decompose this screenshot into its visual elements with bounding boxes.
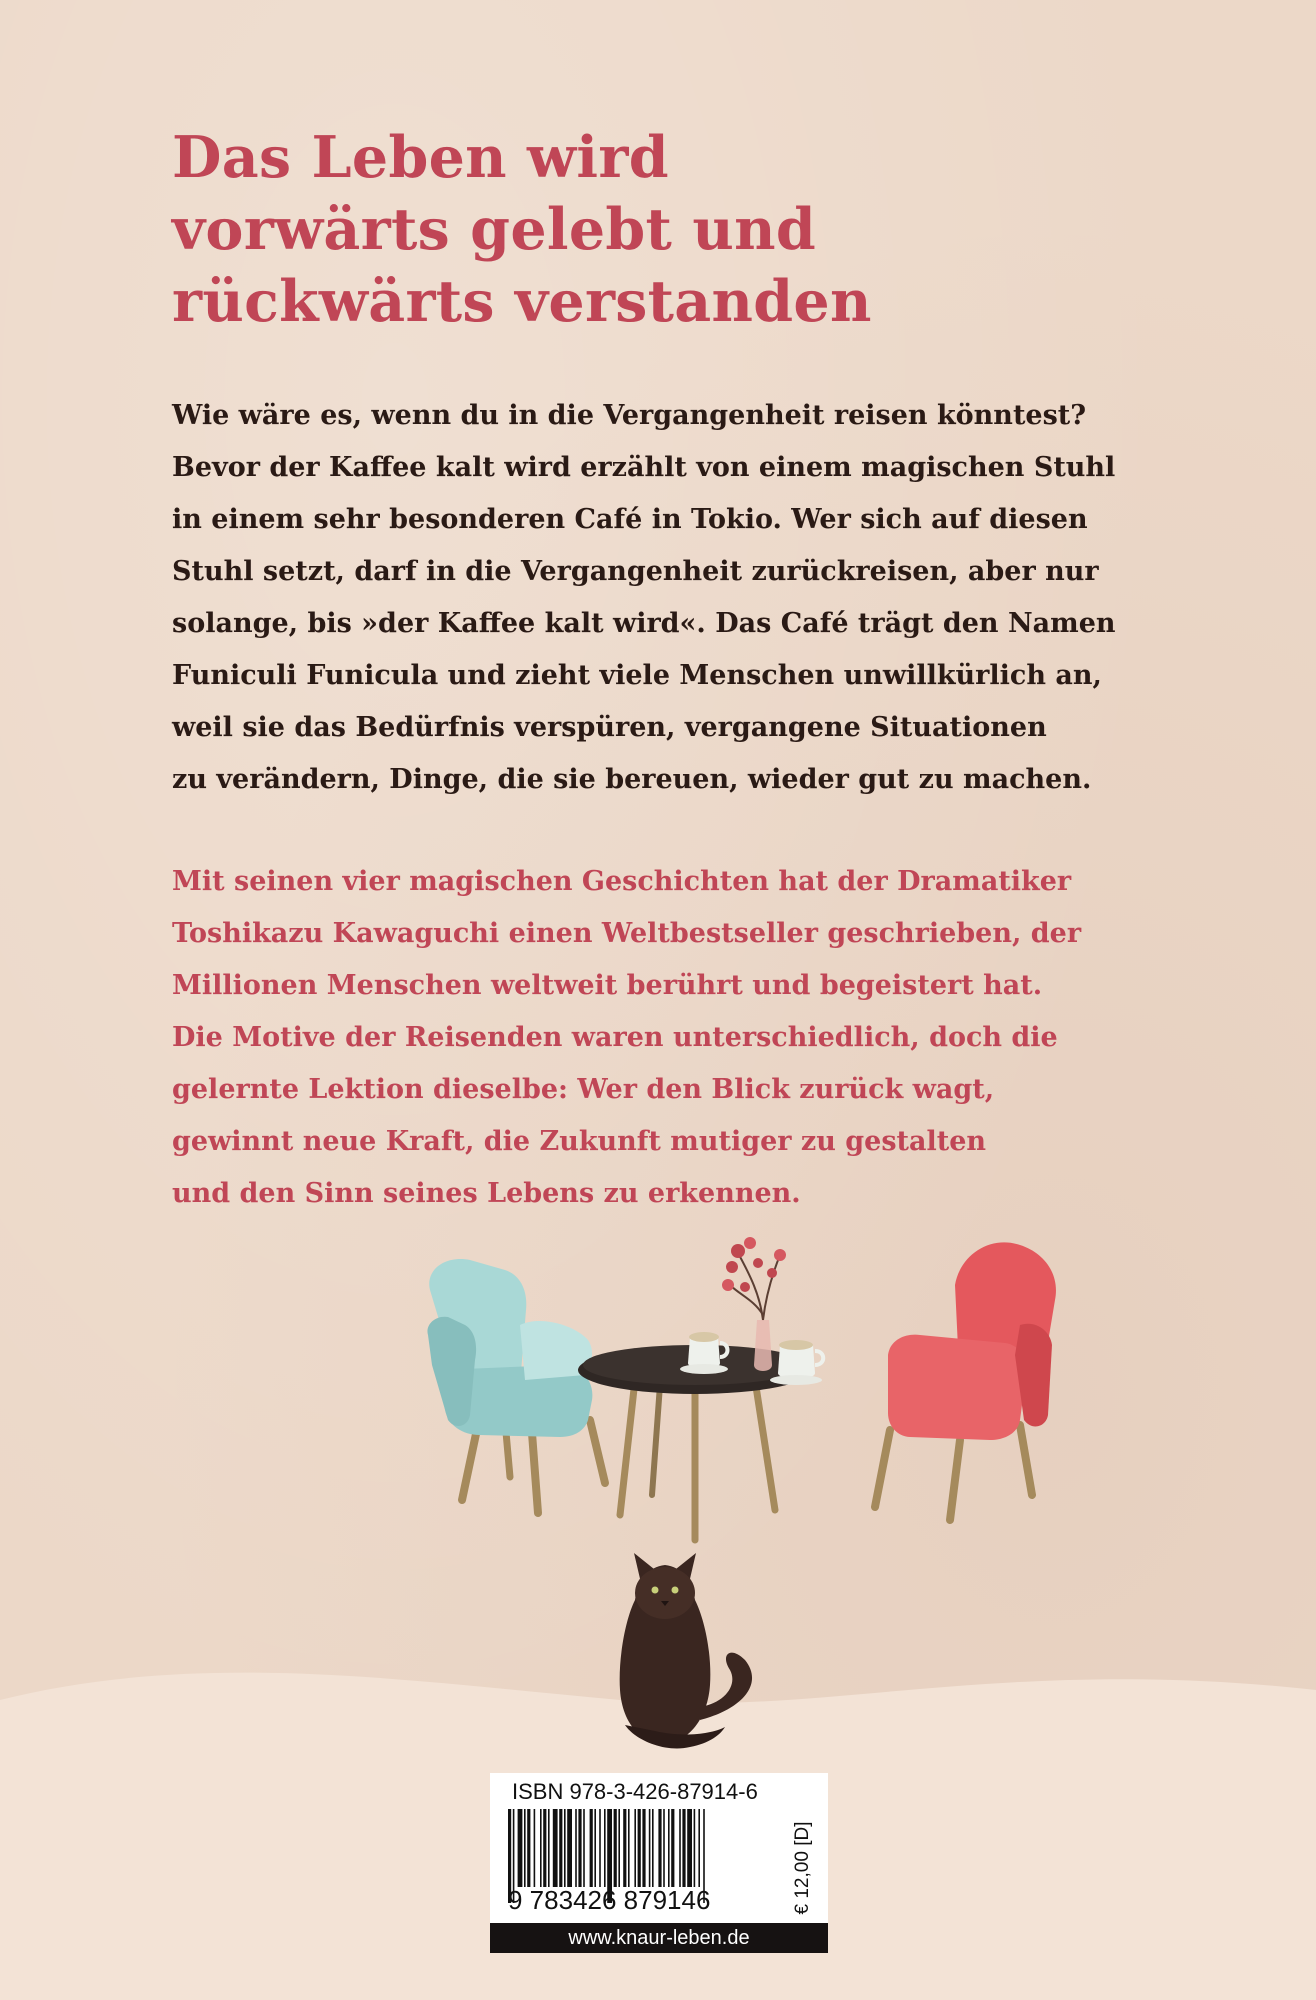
barcode-bar <box>671 1809 674 1887</box>
barcode-bar <box>590 1809 593 1887</box>
barcode-bar <box>638 1809 641 1887</box>
barcode-bar <box>567 1809 572 1887</box>
teal-armchair <box>427 1259 605 1513</box>
publisher-url: www.knaur-leben.de <box>490 1923 828 1953</box>
barcode-bar <box>649 1809 651 1887</box>
cafe-table <box>578 1345 812 1540</box>
headline-line: rückwärts verstanden <box>172 268 872 335</box>
paragraph-line: weil sie das Bedürfnis verspüren, vergangene Situationen <box>172 712 1047 743</box>
barcode-bar <box>652 1809 654 1887</box>
barcode-bar <box>663 1809 665 1887</box>
barcode-bar <box>543 1809 546 1887</box>
paragraph-line: Funiculi Funicula und zieht viele Menschen unwillkürlich an, <box>172 660 1102 691</box>
barcode-bar <box>524 1809 526 1887</box>
paragraph-line: Mit seinen vier magischen Geschichten hat der Dramatiker <box>172 866 1072 897</box>
barcode-bar <box>623 1809 626 1887</box>
author-paragraph <box>172 856 1202 1220</box>
headline-line: vorwärts gelebt und <box>172 196 816 263</box>
paragraph-line: Stuhl setzt, darf in die Vergangenheit zurückreisen, aber nur <box>172 556 1099 587</box>
barcode-bar <box>658 1809 661 1887</box>
paragraph-line: gewinnt neue Kraft, die Zukunft mutiger zu gestalten <box>172 1126 987 1157</box>
paragraph-line: zu verändern, Dinge, die sie bereuen, wieder gut zu machen. <box>172 764 1092 795</box>
price-label: € 12,00 [D] <box>792 1821 813 1915</box>
barcode-bar <box>518 1809 523 1887</box>
barcode-bar <box>687 1809 692 1887</box>
barcode-panel <box>490 1773 828 1953</box>
barcode-bar <box>618 1809 620 1887</box>
barcode-bar <box>575 1809 577 1887</box>
paragraph-line: Bevor der Kaffee kalt wird erzählt von einem magischen Stuhl <box>172 452 1116 483</box>
barcode-bar <box>682 1809 685 1887</box>
headline-line: Das Leben wird <box>172 124 669 191</box>
red-armchair <box>875 1242 1056 1520</box>
barcode-bar <box>578 1809 581 1887</box>
paragraph-line: und den Sinn seines Lebens zu erkennen. <box>172 1178 801 1209</box>
barcode-bar <box>698 1809 700 1887</box>
barcode-bar <box>634 1809 636 1887</box>
barcode-bar <box>559 1809 562 1887</box>
barcode-bar <box>553 1809 558 1887</box>
barcode-bar <box>679 1809 681 1887</box>
barcode-bar <box>599 1809 601 1887</box>
price-label-box <box>788 1813 818 1923</box>
barcode-bar <box>628 1809 630 1887</box>
barcode-bar <box>614 1809 617 1887</box>
paragraph-line: Toshikazu Kawaguchi einen Weltbestseller geschrieben, der <box>172 918 1082 949</box>
isbn-label: ISBN 978-3-426-87914-6 <box>512 1779 758 1804</box>
paragraph-line: Wie wäre es, wenn du in die Vergangenheit reisen könntest? <box>172 400 1087 431</box>
barcode-bar <box>548 1809 550 1887</box>
headline <box>172 122 1172 338</box>
barcode-bar <box>527 1809 530 1887</box>
barcode-bar <box>583 1809 585 1887</box>
paragraph-line: solange, bis »der Kaffee kalt wird«. Das Café trägt den Namen <box>172 608 1116 639</box>
paragraph-line: in einem sehr besonderen Café in Tokio. Wer sich auf diesen <box>172 504 1088 535</box>
barcode-bar <box>564 1809 566 1887</box>
barcode-bar <box>604 1809 606 1887</box>
paragraph-line: gelernte Lektion dieselbe: Wer den Blick zurück wagt, <box>172 1074 995 1105</box>
barcode-bar <box>540 1809 542 1887</box>
barcode-bar <box>694 1809 696 1887</box>
paragraph-line: Millionen Menschen weltweit berührt und begeistert hat. <box>172 970 1043 1001</box>
cafe-illustration <box>420 1215 1080 1755</box>
barcode-bar <box>668 1809 670 1887</box>
barcode-digits: 9 783426 879146 <box>508 1885 711 1915</box>
barcode-bar <box>534 1809 536 1887</box>
barcode-bar <box>594 1809 596 1887</box>
paragraph-line: Die Motive der Reisenden waren unterschiedlich, doch die <box>172 1022 1058 1053</box>
description-paragraph <box>172 390 1202 806</box>
barcode-bar <box>642 1809 645 1887</box>
cat-illustration <box>620 1553 752 1748</box>
